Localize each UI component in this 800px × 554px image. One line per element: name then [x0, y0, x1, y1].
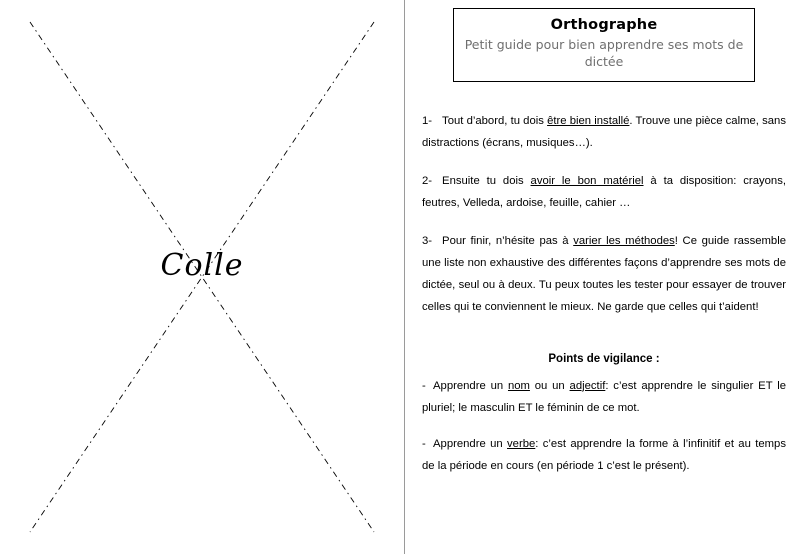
vigilance-item-2-dash: -: [422, 437, 426, 450]
vigilance-item-2-part3: : c’est apprendre la forme à l’infinitif et au temps de la période en cours (en période 1 c’est le présent).: [422, 437, 786, 472]
step-3-text-before: Pour finir, n’hésite pas à: [442, 235, 574, 248]
vigilance-item-1: [422, 375, 786, 419]
step-2: [422, 170, 786, 214]
vigilance-item-1-part3: : c’est apprendre le singulier ET le pluriel; le masculin ET le féminin de ce mot.: [422, 379, 786, 414]
vigilance-item-1-term1: nom: [507, 379, 530, 392]
vigilance-item-1-term2: adjectif: [569, 379, 606, 392]
step-2-text-before: Ensuite tu dois: [442, 175, 531, 188]
page-subtitle: Petit guide pour bien apprendre ses mots de dictée: [464, 37, 744, 69]
step-3: [422, 230, 786, 318]
step-3-number: 3-: [422, 235, 433, 248]
step-3-emphasis: varier les méthodes: [573, 235, 675, 248]
step-2-text-after: à ta disposition: crayons, feutres, Velleda, ardoise, feuille, cahier …: [422, 175, 786, 210]
vigilance-item-2-part1: Apprendre un: [433, 437, 508, 450]
glue-label: Colle: [160, 248, 244, 283]
vigilance-item-1-dash: -: [422, 379, 426, 392]
step-1-emphasis: être bien installé: [547, 115, 630, 127]
vigilance-heading: Points de vigilance :: [548, 353, 660, 366]
step-3-text-after: ! Ce guide rassemble une liste non exhaustive des différentes façons d’apprendre ses mots de dictée, seul ou à deux. Tu peux toutes les tester pour essayer de trouver celles qui te conviennent le mieux. Ne garde que celles qui t’aident!: [422, 235, 786, 314]
title-box: [453, 8, 755, 82]
page-title: Orthographe: [550, 17, 658, 33]
step-1: [422, 110, 786, 154]
step-2-number: 2-: [422, 175, 433, 188]
step-2-emphasis: avoir le bon matériel: [530, 175, 644, 188]
vigilance-item-1-part1: Apprendre un: [433, 379, 508, 392]
vigilance-item-2-term1: verbe: [507, 437, 536, 450]
step-1-text-after: . Trouve une pièce calme, sans distractions (écrans, musiques…).: [422, 115, 786, 150]
vigilance-item-2: [422, 433, 786, 477]
vigilance-item-1-part2: ou un: [529, 379, 570, 392]
guide-panel: [405, 0, 800, 554]
step-1-number: 1-: [422, 115, 433, 127]
step-1-text-before: Tout d’abord, tu dois: [442, 115, 548, 127]
guide-body: [422, 110, 786, 491]
